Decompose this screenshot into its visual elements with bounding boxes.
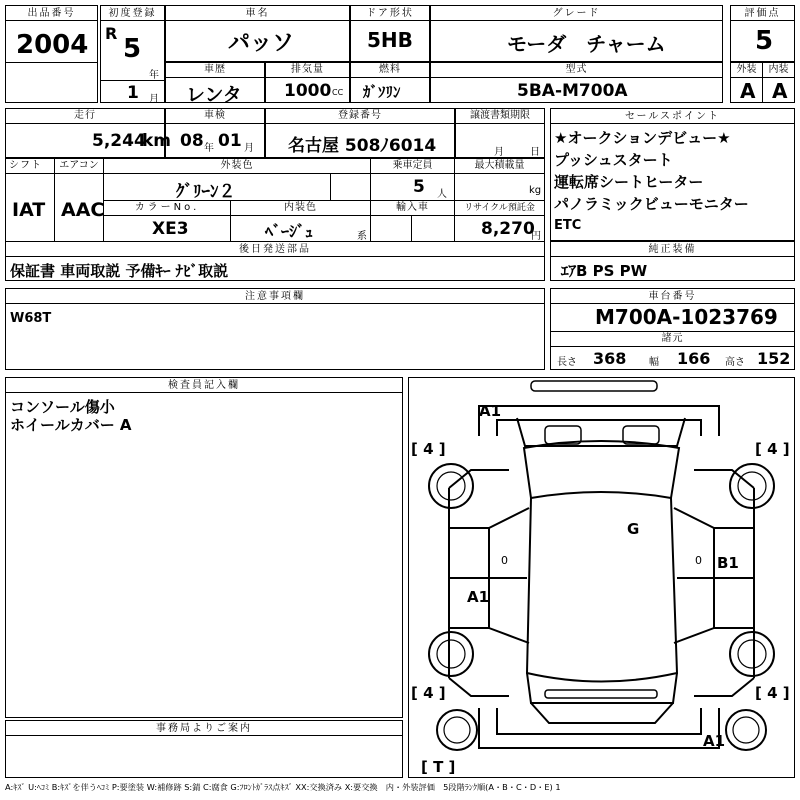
inspector-label: 検査員記入欄: [6, 378, 402, 393]
sales-point-item: ★オークションデビュー★: [554, 129, 731, 147]
mileage-box: [5, 108, 172, 158]
tire-fl-mark: [ 4 ]: [411, 440, 446, 458]
int-color-unit: 系: [357, 231, 367, 242]
mileage-value: 5,244: [92, 131, 146, 151]
int-color-value: ﾍﾞｰｼﾞｭ: [265, 222, 314, 241]
car-diagram: [408, 377, 795, 778]
recycle-unit: 円: [531, 231, 541, 242]
mileage-label: 走行: [6, 109, 164, 124]
int-color-box: [230, 200, 371, 242]
inspection-label: 車検: [166, 109, 264, 124]
import-box: [370, 200, 455, 242]
displacement-label: 排気量: [266, 63, 349, 78]
grade-value: モーダ チャーム: [507, 32, 666, 56]
recycle-box: [454, 200, 545, 242]
length-value: 368: [593, 349, 627, 368]
month-value: 1: [127, 83, 139, 103]
aircon-label: エアコン: [55, 159, 103, 174]
interior-value: A: [772, 79, 788, 103]
displacement-box: [265, 62, 350, 103]
max-load-unit: kg: [529, 185, 542, 196]
score-value: 5: [755, 26, 774, 56]
notes-label: 注意事項欄: [6, 289, 544, 304]
legend-text: A:ｷｽﾞ U:ﾍｺﾐ B:ｷｽﾞを伴うﾍｺﾐ P:要塗装 W:補修跡 S:錆 C:腐食 G:ﾌﾛﾝﾄｶﾞﾗｽ点ｷｽﾞ XX:交換済み X:要交換 内・外装評価 5段階ﾗﾝｸ順(A・B・C・D・E) 1: [5, 782, 561, 792]
reg-no-label: 登録番号: [266, 109, 454, 124]
ext-color-value: ｸﾞﾘｰﾝ２: [176, 182, 236, 202]
width-value: 166: [677, 349, 711, 368]
zero-mark-right: 0: [695, 554, 702, 567]
capacity-value: 5: [413, 177, 425, 197]
sales-point-item: パノラミックビューモニター: [554, 195, 749, 213]
ext-color-label: 外装色: [104, 159, 370, 174]
inspection-month: 01: [218, 131, 242, 151]
fuel-box: [350, 62, 430, 103]
sales-points-label: セールスポイント: [551, 109, 794, 124]
rear-bumper-mark: A1: [703, 732, 726, 750]
max-load-label: 最大積載量: [455, 159, 544, 174]
import-label: 輸入車: [371, 201, 454, 216]
grade-box: [430, 5, 723, 62]
era-value: R: [105, 24, 118, 43]
front-bumper-mark: A1: [479, 402, 502, 420]
inspection-box: [165, 108, 265, 158]
history-label: 車歴: [166, 63, 264, 78]
max-load-box: [454, 158, 545, 201]
first-reg-box: [100, 5, 165, 103]
capacity-box: [370, 158, 455, 201]
displacement-value: 1000: [284, 81, 332, 101]
sales-points-box: [550, 108, 795, 241]
exterior-label: 外装: [731, 63, 762, 78]
inspector-note: ホイールカバー A: [10, 416, 132, 434]
interior-box: [762, 62, 795, 103]
sales-point-item: プッシュスタート: [554, 151, 673, 169]
inspector-note: コンソール傷小: [10, 398, 115, 416]
fuel-value: ｶﾞｿﾘﾝ: [363, 83, 401, 101]
width-label: 幅: [649, 357, 659, 368]
tire-rr-mark: [ 4 ]: [755, 684, 790, 702]
car-name-value: パッソ: [228, 31, 295, 56]
transfer-doc-label: 譲渡書類期限: [456, 109, 544, 124]
right-rear-door-mark: B1: [717, 554, 739, 572]
sales-point-item: ETC: [554, 218, 582, 233]
lot-no-value: 2004: [16, 30, 89, 60]
chassis-label: 車台番号: [551, 289, 794, 304]
inspection-year: 08: [180, 131, 204, 151]
color-no-box: [103, 200, 231, 242]
model-value: 5BA-M700A: [517, 81, 628, 101]
shift-label: シフト: [6, 159, 54, 174]
first-reg-label: 初度登録: [101, 6, 164, 21]
door-value: 5HB: [367, 28, 413, 52]
chassis-no-value: M700A-1023769: [595, 305, 778, 329]
recycle-label: リサイクル預託金: [455, 201, 544, 216]
int-color-label: 内装色: [231, 201, 370, 216]
height-value: 152: [757, 349, 791, 368]
exterior-box: [730, 62, 763, 103]
later-parts-label: 後日発送部品: [6, 242, 544, 257]
door-box: [350, 5, 430, 62]
tire-rl-mark: [ 4 ]: [411, 684, 446, 702]
specs-label: 諸元: [551, 331, 794, 347]
notes-value: W68T: [10, 311, 52, 326]
capacity-unit: 人: [437, 189, 447, 200]
notes-box: [5, 288, 545, 370]
score-box: [730, 5, 795, 62]
model-label: 型式: [431, 63, 722, 78]
score-label: 評価点: [731, 6, 794, 21]
length-label: 長さ: [557, 357, 577, 368]
door-label: ドア形状: [351, 6, 429, 21]
reg-no-value: 名古屋 508ﾉ6014: [288, 136, 437, 156]
standard-equip-label: 純正装備: [551, 242, 794, 257]
history-box: [165, 62, 265, 106]
month-unit: 月: [149, 94, 159, 105]
capacity-label: 乗車定員: [371, 159, 454, 174]
interior-label: 内装: [763, 63, 794, 78]
standard-equip-value: ｴｱB PS PW: [561, 262, 648, 280]
history-value: レンタ: [186, 84, 242, 106]
car-name-label: 車名: [166, 6, 349, 21]
car-outline-drawing: [409, 378, 794, 777]
grade-label: グレード: [431, 6, 722, 21]
shift-box: [5, 158, 55, 242]
standard-equip-box: [550, 241, 795, 281]
exterior-value: A: [740, 79, 756, 103]
later-parts-value: 保証書 車両取説 予備ｷｰ ﾅﾋﾞ取説: [10, 262, 229, 280]
transfer-month-unit: 月: [494, 147, 504, 158]
office-box: [5, 720, 403, 778]
trunk-mark: [ T ]: [421, 758, 456, 776]
fuel-label: 燃料: [351, 63, 429, 78]
inspection-month-unit: 月: [244, 143, 254, 154]
left-front-door-mark: A1: [467, 588, 490, 606]
aircon-box: [54, 158, 104, 242]
inspector-box: [5, 377, 403, 718]
displacement-unit: CC: [332, 88, 344, 97]
aircon-value: AAC: [61, 199, 105, 221]
roof-mark: G: [627, 520, 640, 538]
chassis-box: [550, 288, 795, 370]
later-parts-box: [5, 241, 545, 281]
transfer-doc-box: [455, 108, 545, 158]
height-label: 高さ: [725, 357, 745, 368]
lot-no-label: 出品番号: [6, 6, 97, 21]
recycle-value: 8,270: [481, 219, 535, 239]
ext-color-box: [103, 158, 371, 201]
color-no-value: XE3: [152, 219, 189, 239]
office-label: 事務局よりご案内: [6, 721, 402, 736]
lot-no-box: [5, 5, 98, 103]
transfer-day-unit: 日: [530, 147, 540, 158]
sales-point-item: 運転席シートヒーター: [554, 173, 704, 191]
color-no-label: カラーNo.: [104, 201, 230, 216]
inspection-year-unit: 年: [204, 143, 214, 154]
shift-value: IAT: [12, 199, 46, 221]
model-box: [430, 62, 723, 103]
year-value: 5: [123, 34, 142, 64]
reg-no-box: [265, 108, 455, 158]
tire-fr-mark: [ 4 ]: [755, 440, 790, 458]
mileage-unit: km: [142, 131, 172, 151]
year-unit: 年: [149, 70, 159, 81]
zero-mark-left: 0: [501, 554, 508, 567]
car-name-box: [165, 5, 350, 62]
